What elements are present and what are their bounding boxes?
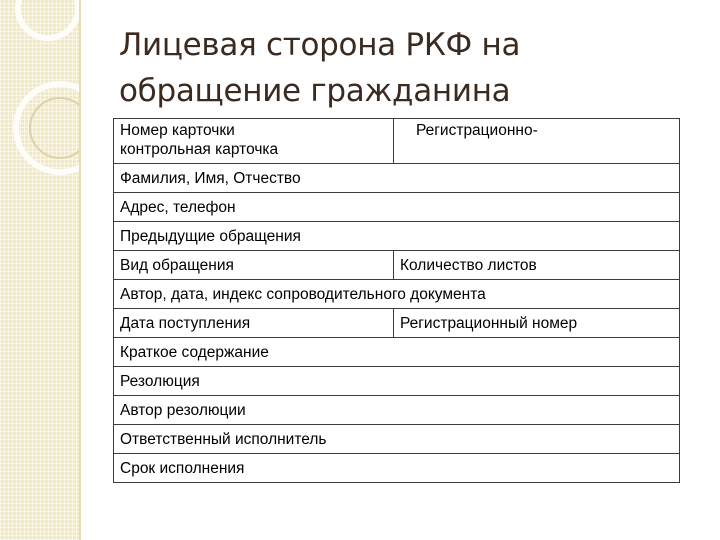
decorative-circles	[0, 0, 79, 540]
table-cell: Регистрационный номер	[394, 309, 680, 338]
title-line-1: Лицевая сторона РКФ на	[119, 27, 521, 63]
table-row	[114, 222, 680, 251]
table-row	[114, 119, 680, 164]
table-cell: Автор, дата, индекс сопроводительного документа	[114, 280, 680, 309]
table-cell: Вид обращения	[114, 251, 394, 280]
control-card-label: контрольная карточка	[120, 141, 279, 158]
card-number-label: Номер карточки	[120, 122, 235, 139]
table-row	[114, 338, 680, 367]
table-cell	[394, 119, 680, 164]
side-panel-edge	[79, 0, 81, 540]
table-cell: Краткое содержание	[114, 338, 680, 367]
table-cell: Дата поступления	[114, 309, 394, 338]
table-row	[114, 193, 680, 222]
table-row	[114, 280, 680, 309]
table-cell: Резолюция	[114, 367, 680, 396]
slide-title	[119, 22, 699, 114]
table-cell: Адрес, телефон	[114, 193, 680, 222]
table-row	[114, 251, 680, 280]
table-row	[114, 367, 680, 396]
table-cell: Предыдущие обращения	[114, 222, 680, 251]
table-row	[114, 309, 680, 338]
title-line-2: обращение гражданина	[119, 73, 511, 109]
table-row	[114, 425, 680, 454]
table-row	[114, 164, 680, 193]
table-cell: Ответственный исполнитель	[114, 425, 680, 454]
registration-card-table	[113, 118, 680, 483]
decorative-side-panel	[0, 0, 79, 540]
registration-label: Регистрационно-	[416, 122, 538, 139]
table-cell: Срок исполнения	[114, 454, 680, 483]
table-cell	[114, 119, 394, 164]
table-row	[114, 396, 680, 425]
table-cell: Фамилия, Имя, Отчество	[114, 164, 680, 193]
table-row	[114, 454, 680, 483]
table-cell: Количество листов	[394, 251, 680, 280]
table-cell: Автор резолюции	[114, 396, 680, 425]
